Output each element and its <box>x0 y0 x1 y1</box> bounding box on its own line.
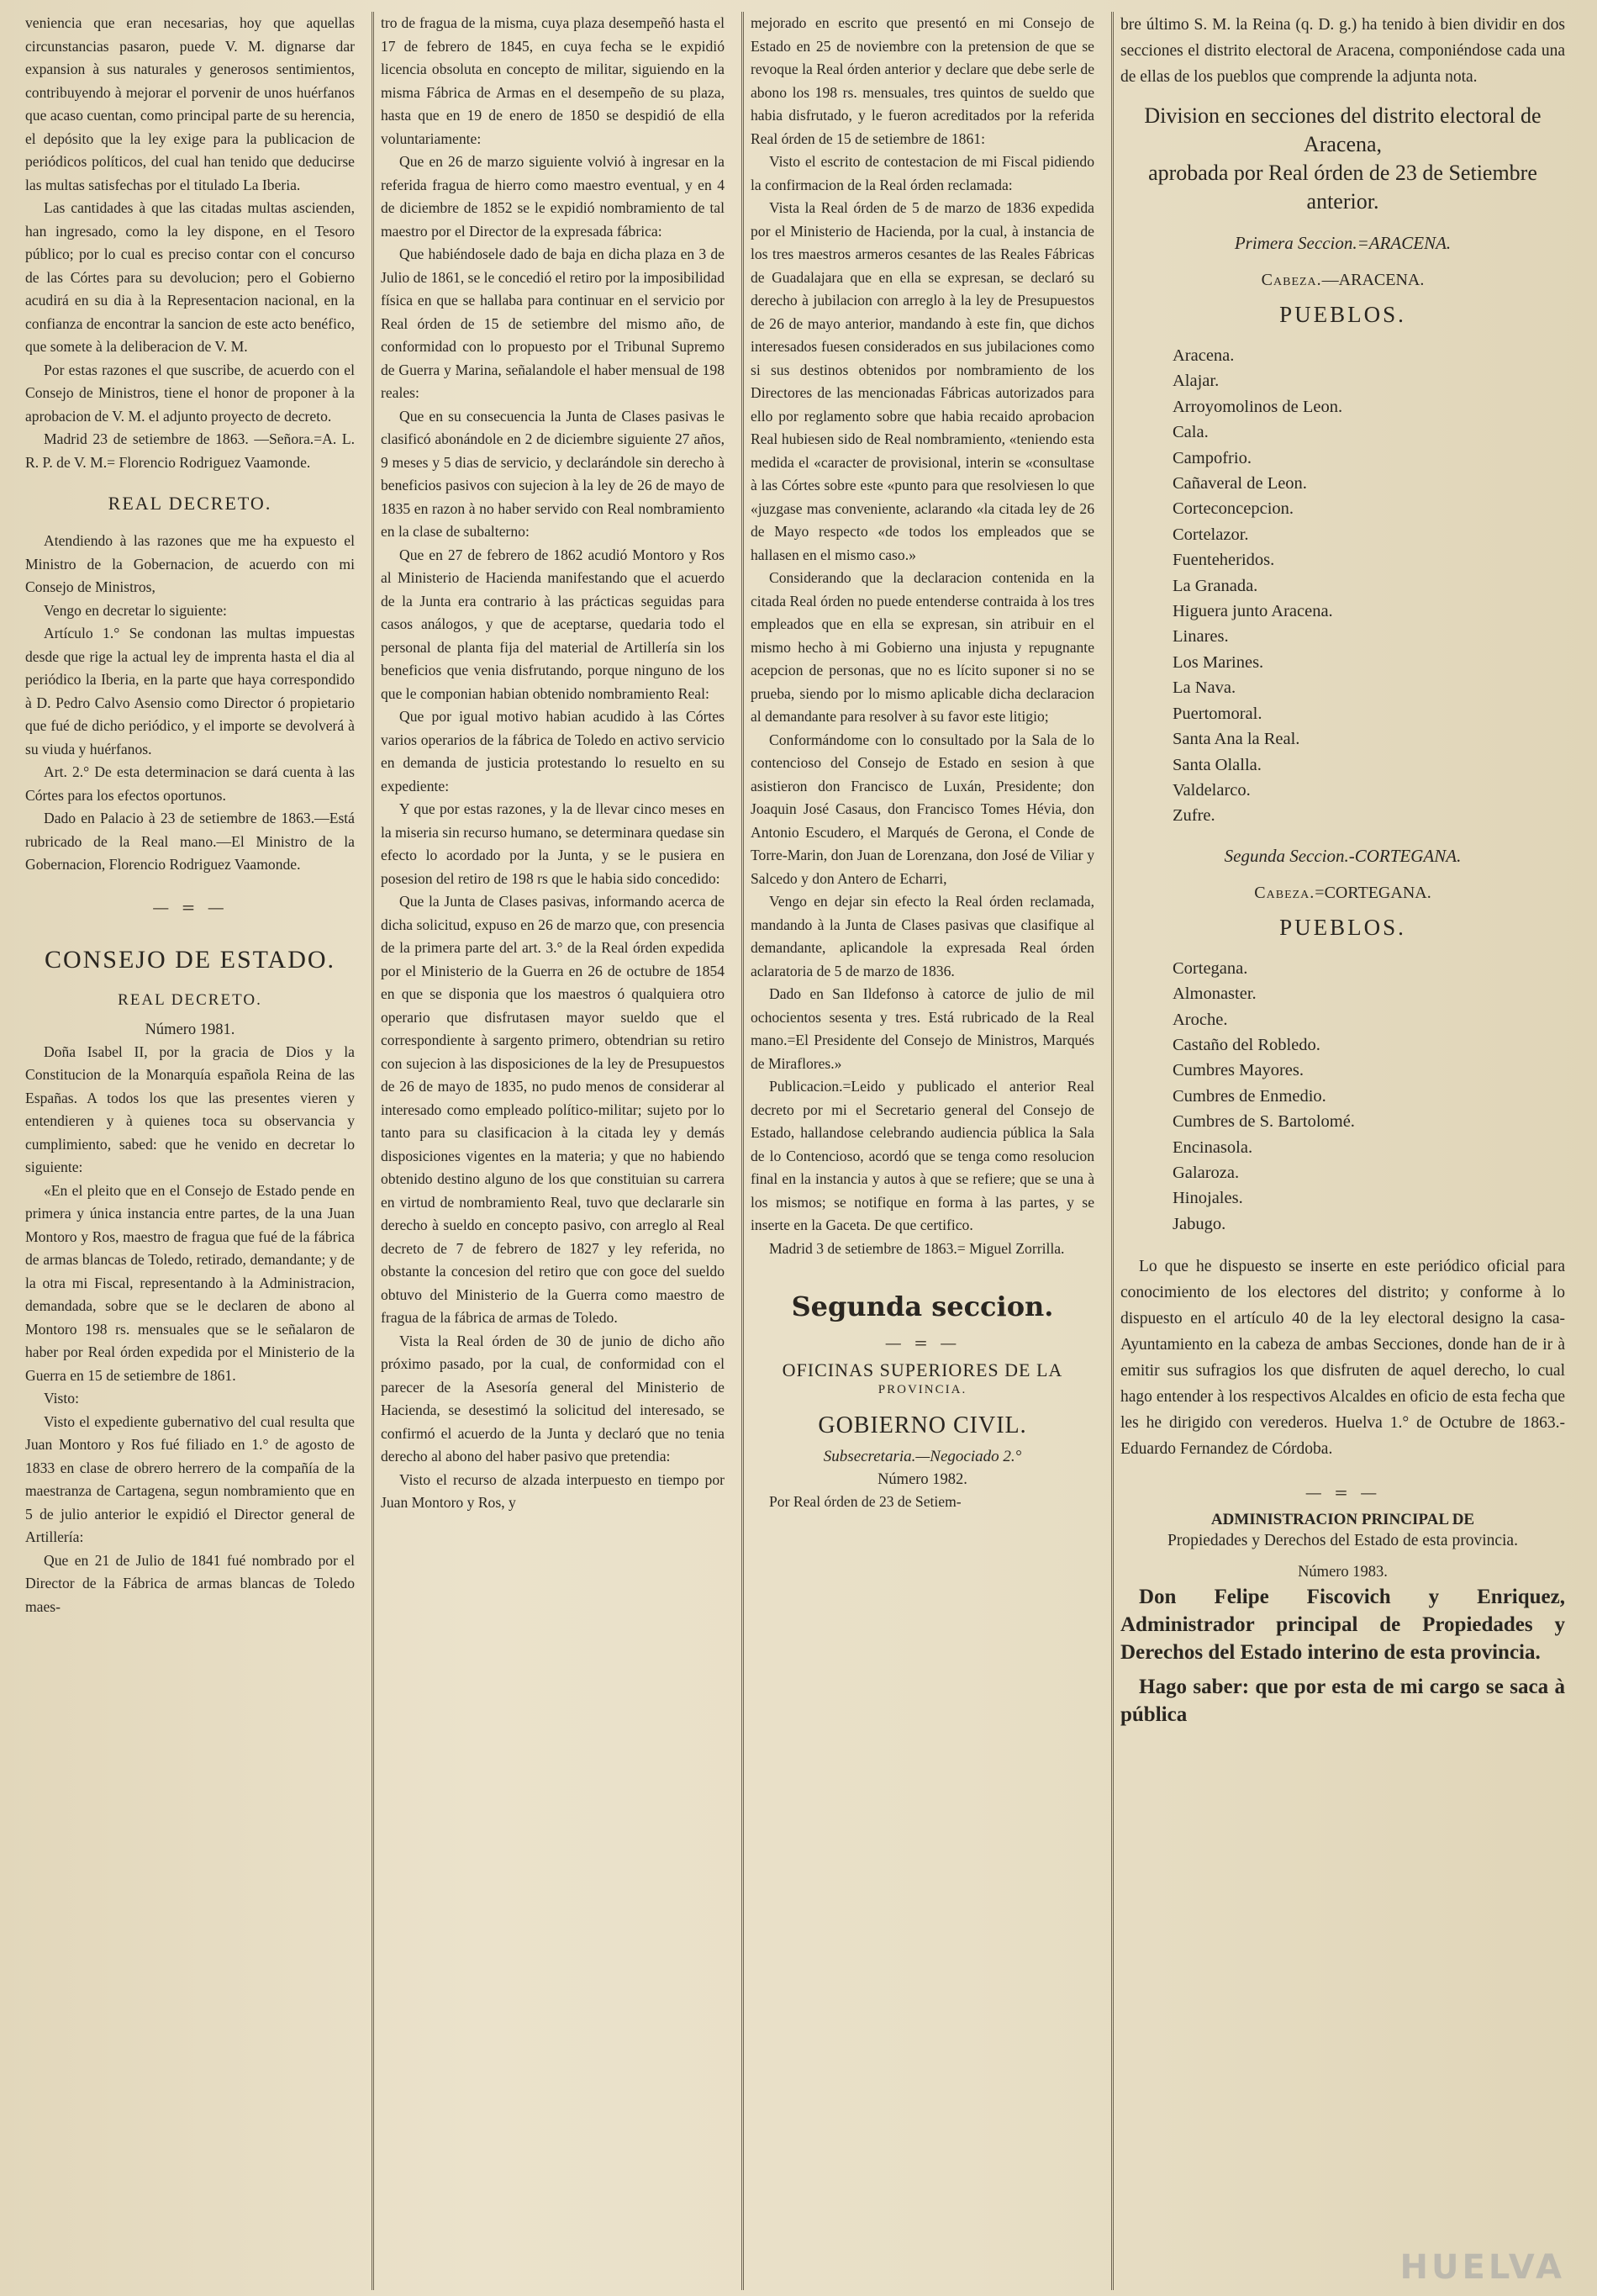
separator: — = — <box>1304 1482 1381 1503</box>
paragraph: Vengo en dejar sin efecto la Real órden reclamada, mandando à la Junta de Clases pasivas que clasifique al demandante, aplicandole la expresada Real órden aclaratoria de 5 de marzo de 1836. <box>751 893 1094 979</box>
column-2 <box>372 12 741 2290</box>
separator: — = — <box>152 896 228 917</box>
paragraph: Visto el escrito de contestacion de mi Fiscal pidiendo la confirmacion de la Real órden reclamada: <box>751 153 1094 193</box>
paragraph: mejorado en escrito que presentó en mi Consejo de Estado en 25 de noviembre con la pretension de que se revoque la Real órden anterior y declare que debe serle de abono los 198 rs. mensuales, tres quintos de sueldo que habia disfrutado, y le fueron acreditados por la referida Real órden de 15 de setiembre de 1861: <box>751 14 1094 147</box>
paragraph: Visto: <box>44 1390 79 1407</box>
town-item: Alajar. <box>1173 372 1220 391</box>
cabeza-value: =CORTEGANA. <box>1315 883 1431 902</box>
item-number: Número 1983. <box>1298 1564 1388 1581</box>
item-number: Número 1982. <box>878 1471 967 1488</box>
town-item: Santa Olalla. <box>1173 755 1262 774</box>
subsection-heading: GOBIERNO CIVIL. <box>818 1412 1027 1438</box>
town-item: Cumbres Mayores. <box>1173 1061 1304 1080</box>
town-item: Castaño del Robledo. <box>1173 1035 1320 1054</box>
paragraph: Dado en San Ildefonso à catorce de julio de mil ochocientos sesenta y tres. Está rubricado de la Real mano.=El Presidente del Consejo de Ministros, Marqués de Miraflores.» <box>751 985 1094 1072</box>
division-title-line: Division en secciones del distrito electoral de Aracena, <box>1144 103 1542 156</box>
town-item: La Nava. <box>1173 678 1236 698</box>
town-item: Arroyomolinos de Leon. <box>1173 397 1343 416</box>
town-item: Cortegana. <box>1173 958 1248 978</box>
column-1 <box>18 12 372 2290</box>
town-item: Los Marines. <box>1173 652 1264 672</box>
town-item: Encinasola. <box>1173 1137 1253 1157</box>
paragraph: Lo que he dispuesto se inserte en este periódico oficial para conocimiento de los electores del distrito; y conforme à lo dispuesto en el artículo 40 de la ley electoral designo la casa-Ayuntamiento en la cabeza de ambas Secciones, donde han de ir à emitir sus sufragios los que disfruten de aquel derecho, lo cual hago entender à los respectivos Alcaldes en oficio de esta fecha que les he dirigido con verederos. Huelva 1.° de Octubre de 1863.-Eduardo Fernandez de Córdoba. <box>1120 1258 1565 1459</box>
cabeza-line <box>1120 884 1565 903</box>
town-item: Cortelazor. <box>1173 525 1249 544</box>
town-item: Cañaveral de Leon. <box>1173 474 1307 494</box>
paragraph: Atendiendo à las razones que me ha expuesto el Ministro de la Gobernacion, de acuerdo con mi Consejo de Ministros, <box>25 532 355 595</box>
cabeza-label: Cabeza. <box>1254 883 1315 902</box>
paragraph: Dado en Palacio à 23 de setiembre de 1863.—Está rubricado de la Real mano.—El Ministro de la Gobernacion, Florencio Rodriguez Vaamonde. <box>25 810 355 873</box>
town-item: Aracena. <box>1173 346 1235 365</box>
town-item: Hinojales. <box>1173 1189 1243 1208</box>
section-heading: REAL DECRETO. <box>118 990 262 1009</box>
paragraph: Hago saber: que por esta de mi cargo se saca à pública <box>1120 1676 1565 1727</box>
town-item: Santa Ana la Real. <box>1173 730 1300 749</box>
paragraph: Visto el expediente gubernativo del cual resulta que Juan Montoro y Ros fué filiado en 1.° de agosto de 1833 en clase de obrero herrero de la compañía de la maestranza de Cartagena, segun nombramiento que en 5 de julio anterior le expidió el Director general de Artillería: <box>25 1412 355 1545</box>
section-title: Segunda Seccion.-CORTEGANA. <box>1224 845 1462 866</box>
section-heading: CONSEJO DE ESTADO. <box>44 945 336 974</box>
paragraph: Conformándome con lo consultado por la Sala de lo contencioso del Consejo de Estado en sesion à que asistieron don Francisco de Luxán, Presidente; don Joaquin José Casaus, don Francisco Tomes Hévia, don Antonio Escudero, el Marqués de Gerona, el Conde de Torre-Marin, don Juan de Lorenzana, don José de Viliar y Salcedo y don Antero de Echarri, <box>751 731 1094 887</box>
town-item: Aroche. <box>1173 1010 1228 1029</box>
subsection-heading: PROVINCIA. <box>878 1383 967 1396</box>
town-item: La Granada. <box>1173 576 1258 595</box>
paragraph: Vista la Real órden de 30 de junio de dicho año próximo pasado, por la cual, de conformidad con el parecer de la Asesoría general del Ministerio de Hacienda, se desestimó la solicitud del interesado, se confirmó el acuerdo de la Junta y declaró que no tenia derecho al abono del haber pasivo que pretendia: <box>381 1332 725 1465</box>
paragraph: Don Felipe Fiscovich y Enriquez, Administrador principal de Propiedades y Derechos del Estado interino de esta provincia. <box>1120 1586 1565 1665</box>
administration-subheading: Propiedades y Derechos del Estado de esta provincia. <box>1167 1532 1518 1550</box>
pueblos-heading: PUEBLOS. <box>1279 302 1406 327</box>
paragraph: Art. 2.° De esta determinacion se dará cuenta à las Córtes para los efectos oportunos. <box>25 763 355 804</box>
column-4 <box>1111 12 1582 2290</box>
section-heading: Segunda seccion. <box>791 1291 1054 1322</box>
item-number: Número 1981. <box>145 1021 235 1038</box>
town-item: Linares. <box>1173 627 1229 647</box>
paragraph: Que en 21 de Julio de 1841 fué nombrado por el Director de la Fábrica de armas blancas de Toledo maes- <box>25 1551 355 1615</box>
town-item: Zufre. <box>1173 806 1215 826</box>
town-item: Cumbres de Enmedio. <box>1173 1086 1326 1106</box>
town-list <box>1173 343 1565 829</box>
column-3 <box>741 12 1111 2290</box>
paragraph: Visto el recurso de alzada interpuesto en tiempo por Juan Montoro y Ros, y <box>381 1470 725 1511</box>
division-title-line: aprobada por Real órden de 23 de Setiembre anterior. <box>1148 161 1537 214</box>
section-title: Primera Seccion.=ARACENA. <box>1234 233 1452 253</box>
subsection-heading: OFICINAS SUPERIORES DE LA <box>782 1359 1063 1380</box>
paragraph: Publicacion.=Leido y publicado el anterior Real decreto por mi el Secretario general del Consejo de Estado, hallandose celebrando audiencia pública la Sala de lo Contencioso, acordó que se tenga como resolucion final en la instancia y autos à que se refiere; que se una à los mismos; se notifique en forma à las partes, y se inserte en la Gaceta. De que certifico. <box>751 1078 1094 1233</box>
town-item: Puertomoral. <box>1173 704 1262 723</box>
paragraph: Las cantidades à que las citadas multas ascienden, han ingresado, como la ley dispone, en el Tesoro público; por lo cual es preciso contar con el concurso de las Córtes para su devolucion; pero el Gobierno acudirá en su dia à la Representacion nacional, en la confianza de encontrar la sancion de este acto benéfico, que somete à la deliberacion de V. M. <box>25 199 355 355</box>
paragraph: Que por igual motivo habian acudido à las Córtes varios operarios de la fábrica de Toledo en activo servicio en demanda de justicia protestando lo resuelto en su expediente: <box>381 708 725 794</box>
town-item: Jabugo. <box>1173 1214 1226 1233</box>
paragraph: Vengo en decretar lo siguiente: <box>44 601 227 619</box>
section-heading: REAL DECRETO. <box>108 493 272 514</box>
paragraph: Artículo 1.° Se condonan las multas impuestas desde que rige la actual ley de imprenta hasta el dia al periódico la Iberia, en la parte que haya correspondido à D. Pedro Calvo Asensio como Director ó propietario que fué de dicho periódico, y el importe se devolverá à su viuda y huérfanos. <box>25 625 355 757</box>
town-item: Fuenteheridos. <box>1173 551 1275 570</box>
town-item: Campofrio. <box>1173 448 1252 467</box>
watermark-stamp: HUELVA <box>1399 2248 1565 2287</box>
paragraph: Que en su consecuencia la Junta de Clases pasivas le clasificó abonándole en 2 de diciembre siguiente 27 años, 9 meses y 5 dias de servicio, y declarándole sin derecho à beneficios pasivos con sujecion à la ley de 26 de mayo de 1835 en razon à no haber servido con Real nombramiento en la clase de subalterno: <box>381 407 725 540</box>
pueblos-heading: PUEBLOS. <box>1279 914 1406 940</box>
separator: — = — <box>884 1333 961 1353</box>
paragraph: Considerando que la declaracion contenida en la citada Real órden no puede entenderse contraida à los tres empleados que en ella se expresan, sin atribuir en el mismo hecho à mi Gobierno una injusta y repugnante acepcion de personas, que no es lícito suponer si no se prueba, siendo por lo mismo aplicable dicha declaracion al demandante para resolver à su favor este litigio; <box>751 569 1094 725</box>
town-item: Higuera junto Aracena. <box>1173 602 1333 621</box>
signature: Madrid 3 de setiembre de 1863.= Miguel Zorrilla. <box>769 1239 1065 1257</box>
town-item: Corteconcepcion. <box>1173 499 1294 519</box>
paragraph: Que habiéndosele dado de baja en dicha plaza en 3 de Julio de 1861, se le concedió el retiro por la imposibilidad física en que se hallaba para continuar en el servicio por Real órden de 15 de setiembre del mismo año, de conformidad con lo propuesto por el Tribunal Supremo de Guerra y Marina, señalandole el haber mensual de 198 reales: <box>381 245 725 401</box>
paragraph: Que en 26 de marzo siguiente volvió à ingresar en la referida fragua de hierro como maestro eventual, y en 4 de diciembre de 1852 se le expidió nombramiento de tal maestro por el Director de la expresada fábrica: <box>381 153 725 240</box>
paragraph: Por Real órden de 23 de Setiem- <box>769 1493 962 1510</box>
cabeza-label: Cabeza. <box>1261 271 1322 289</box>
paragraph: Vista la Real órden de 5 de marzo de 1836 expedida por el Ministerio de Hacienda, por la cual, à instancia de los tres maestros armeros cesantes de las Reales Fábricas de Guadalajara que en ella se expresan, se declaró su derecho à jubilacion con arreglo à la ley de Presupuestos de 26 de mayo anterior, mandando à este fin, que dichos interesados fuesen considerados en sus jubilaciones como si sus destinos obtenidos por nombramiento de los Directores de las mencionadas Fábricas autorizados para ello por reglamento sobre que habia recaido aprobacion Real hubiesen sido de Real nombramiento, «teniendo esta medida el «caracter de provisional, interin se «consultase à las Córtes sobre este «punto para que resolviesen lo que «juzgase mas conveniente, aclarando «la citada ley de 26 de Mayo respecto «de todos los empleados que se hallasen en el mismo caso.» <box>751 199 1094 563</box>
paragraph: Y que por estas razones, y la de llevar cinco meses en la miseria sin recurso humano, se determinara quedase sin efecto lo acordado por la Junta, y se le pusiera en posesion del retiro de 198 rs que le habia sido concedido: <box>381 800 725 887</box>
town-item: Valdelarco. <box>1173 780 1251 800</box>
town-item: Cala. <box>1173 423 1209 442</box>
town-item: Almonaster. <box>1173 984 1257 1004</box>
cabeza-value: —ARACENA. <box>1321 271 1425 289</box>
paragraph: Por estas razones el que suscribe, de acuerdo con el Consejo de Ministros, tiene el honor de proponer à la aprobacion de V. M. el adjunto proyecto de decreto. <box>25 361 355 425</box>
paragraph: Doña Isabel II, por la gracia de Dios y la Constitucion de la Monarquía española Reina de las Españas. A todos los que las presentes vieren y entendieren y à quienes toca su observancia y cumplimiento, sabed: que he venido en decretar lo siguiente: <box>25 1042 355 1175</box>
town-item: Cumbres de S. Bartolomé. <box>1173 1112 1355 1132</box>
town-list <box>1173 956 1565 1237</box>
subsecretaria-line: Subsecretaria.—Negociado 2.° <box>823 1448 1022 1465</box>
paragraph: Que la Junta de Clases pasivas, informando acerca de dicha solicitud, expuso en 26 de marzo que, con presencia de la primera parte del art. 3.° de la Real órden expedida por el Ministerio de la Guerra en 26 de octubre de 1854 en que se disponia que los maestros ó qualquiera otro operario que disfrutasen mayor sueldo que el correspondiente à sargento primero, obtendrian su retiro con sujecion à las disposiciones de la ley de Presupuestos de 26 de mayo de 1835, no pudo menos de considerar al interesado como empleado político-militar; sujeto por lo tanto para su clasificacion à la citada ley y demás disposiciones vigentes en la materia; y que no habiendo obtenido destino alguno de los que constituian su carrera en virtud de nombramiento Real, tuvo que declararle sin derecho à sueldo en concepto pasivo, con arreglo al Real decreto de 7 de febrero de 1827 y ley referida, no obstante la concesion del retiro que con goce del sueldo obtuvo del Ministerio de la Guerra como maestro de fragua de la fábrica de armas de Toledo. <box>381 893 725 1326</box>
signature: Madrid 23 de setiembre de 1863. —Señora.=A. L. R. P. de V. M.= Florencio Rodriguez Vaamonde. <box>25 430 355 471</box>
paragraph: Que en 27 de febrero de 1862 acudió Montoro y Ros al Ministerio de Hacienda manifestando que el acuerdo de la Junta era contrario à las prácticas seguidas para casos análogos, y que de aceptarse, quedaria todo el personal de planta fija del material de Artillería sin los beneficios que venia disfrutando, porque ninguno de los que le componian habian obtenido nombramiento Real: <box>381 546 725 702</box>
paragraph: veniencia que eran necesarias, hoy que aquellas circunstancias pasaron, puede V. M. dignarse dar expansion à sus naturales y generosos sentimientos, contribuyendo à mejorar el porvenir de unos huérfanos que acaso cuentan, como principal parte de su herencia, el depósito que la ley exige para la publicacion de periódicos políticos, del cual han tenido que deducirse las multas satisfechas por el titulado La Iberia. <box>25 14 355 193</box>
paragraph: bre último S. M. la Reina (q. D. g.) ha tenido à bien dividir en dos secciones el distrito electoral de Aracena, componiéndose cada una de ellas de los pueblos que comprende la adjunta nota. <box>1120 16 1565 86</box>
administration-heading: ADMINISTRACION PRINCIPAL DE <box>1210 1511 1475 1529</box>
cabeza-line <box>1120 271 1565 290</box>
town-item: Galaroza. <box>1173 1163 1240 1182</box>
division-title <box>1120 102 1565 216</box>
paragraph: tro de fragua de la misma, cuya plaza desempeñó hasta el 17 de febrero de 1845, en cuya fecha se le expidió licencia obsoluta en concepto de militar, siguiendo en la misma Fábrica de Armas en el desempeño de su plaza, hasta que en 19 de enero de 1850 se despidió de ella voluntariamente: <box>381 14 725 147</box>
paragraph: «En el pleito que en el Consejo de Estado pende en primera y única instancia entre partes, de la una Juan Montoro y Ros, maestro de fragua que fué de la fábrica de armas blancas de Toledo, retirado, demandante; y de la otra mi Fiscal, representando à la Administracion, demandada, sobre que se le declaren de abono al Montoro 198 rs. mensuales que se le señalaron de haber por Real órden expedida por el Ministerio de la Guerra en 15 de setiembre de 1861. <box>25 1181 355 1384</box>
